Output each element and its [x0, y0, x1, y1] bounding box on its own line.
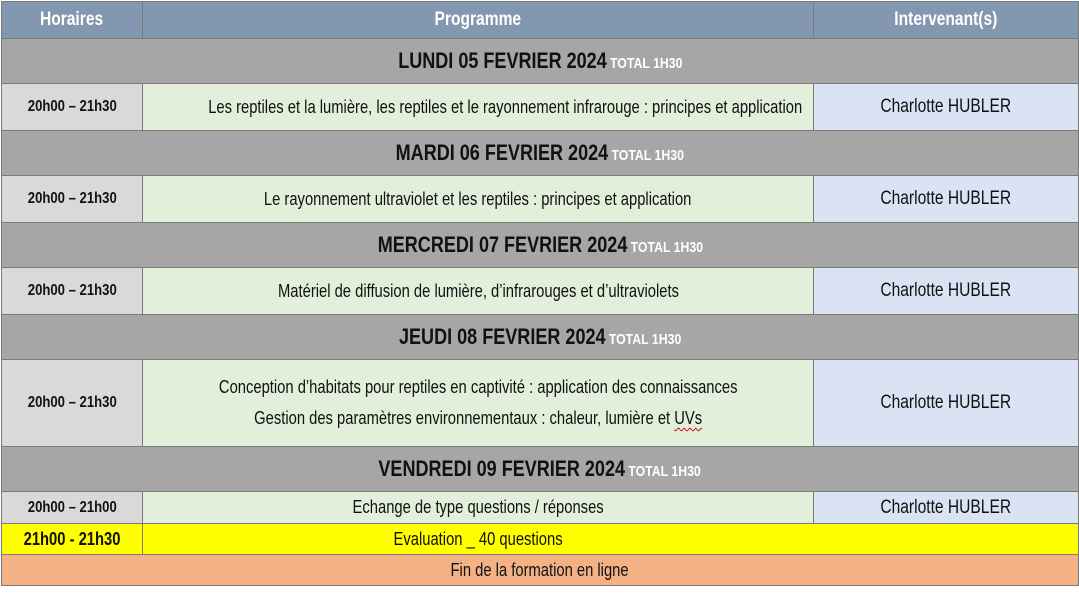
- day-band: [2, 131, 1079, 176]
- day-row-tuesday: [2, 131, 1079, 176]
- session-row: [2, 268, 1079, 315]
- col-header-speaker: Intervenant(s): [814, 2, 1079, 39]
- day-band: [2, 447, 1079, 492]
- footer-label: Fin de la formation en ligne: [2, 555, 1079, 586]
- day-name: JEUDI 08 FEVRIER 2024: [398, 324, 606, 349]
- day-total: TOTAL 1H30: [611, 147, 685, 164]
- session-row: [2, 492, 1079, 524]
- day-name: MARDI 06 FEVRIER 2024: [395, 140, 609, 165]
- col-header-time: Horaires: [2, 2, 143, 39]
- day-total: TOTAL 1H30: [609, 55, 683, 72]
- day-name: VENDREDI 09 FEVRIER 2024: [378, 456, 626, 481]
- session-time: 20h00 – 21h00: [2, 492, 143, 524]
- day-row-friday: [2, 447, 1079, 492]
- session-speaker: Charlotte HUBLER: [814, 176, 1079, 223]
- session-program: Le rayonnement ultraviolet et les reptiles : principes et application: [143, 176, 814, 223]
- day-row-thursday: [2, 315, 1079, 360]
- session-time: 20h00 – 21h30: [2, 360, 143, 447]
- program-line: Gestion des paramètres environnementaux : chaleur, lumière et UVs: [254, 408, 702, 428]
- evaluation-time: 21h00 - 21h30: [2, 524, 143, 555]
- day-name: LUNDI 05 FEVRIER 2024: [397, 48, 607, 73]
- schedule-table: [1, 1, 1079, 586]
- col-header-program: Programme: [143, 2, 814, 39]
- session-speaker: Charlotte HUBLER: [814, 84, 1079, 131]
- session-time: 20h00 – 21h30: [2, 84, 143, 131]
- session-program: Matériel de diffusion de lumière, d’infrarouges et d’ultraviolets: [143, 268, 814, 315]
- session-row: [2, 84, 1079, 131]
- evaluation-row: [2, 524, 1079, 555]
- day-row-monday: [2, 39, 1079, 84]
- day-band: [2, 223, 1079, 268]
- evaluation-label: Evaluation _ 40 questions: [143, 524, 1079, 555]
- session-speaker: Charlotte HUBLER: [814, 268, 1079, 315]
- day-total: TOTAL 1H30: [608, 331, 682, 348]
- footer-row: [2, 555, 1079, 586]
- header-row: [2, 2, 1079, 39]
- session-speaker: Charlotte HUBLER: [814, 492, 1079, 524]
- session-program: Echange de type questions / réponses: [143, 492, 814, 524]
- day-total: TOTAL 1H30: [630, 239, 703, 256]
- session-speaker: Charlotte HUBLER: [814, 360, 1079, 447]
- day-name: MERCREDI 07 FEVRIER 2024: [377, 232, 627, 257]
- day-band: [2, 315, 1079, 360]
- session-row: [2, 360, 1079, 447]
- session-program: [143, 360, 814, 447]
- session-time: 20h00 – 21h30: [2, 176, 143, 223]
- day-total: TOTAL 1H30: [628, 463, 702, 480]
- program-line: Conception d’habitats pour reptiles en captivité : application des connaissances: [218, 377, 738, 397]
- session-row: [2, 176, 1079, 223]
- day-row-wednesday: [2, 223, 1079, 268]
- spellcheck-word: UVs: [674, 408, 702, 428]
- session-time: 20h00 – 21h30: [2, 268, 143, 315]
- session-program: Les reptiles et la lumière, les reptiles et le rayonnement infrarouge : principes et application: [143, 84, 814, 131]
- day-band: [2, 39, 1079, 84]
